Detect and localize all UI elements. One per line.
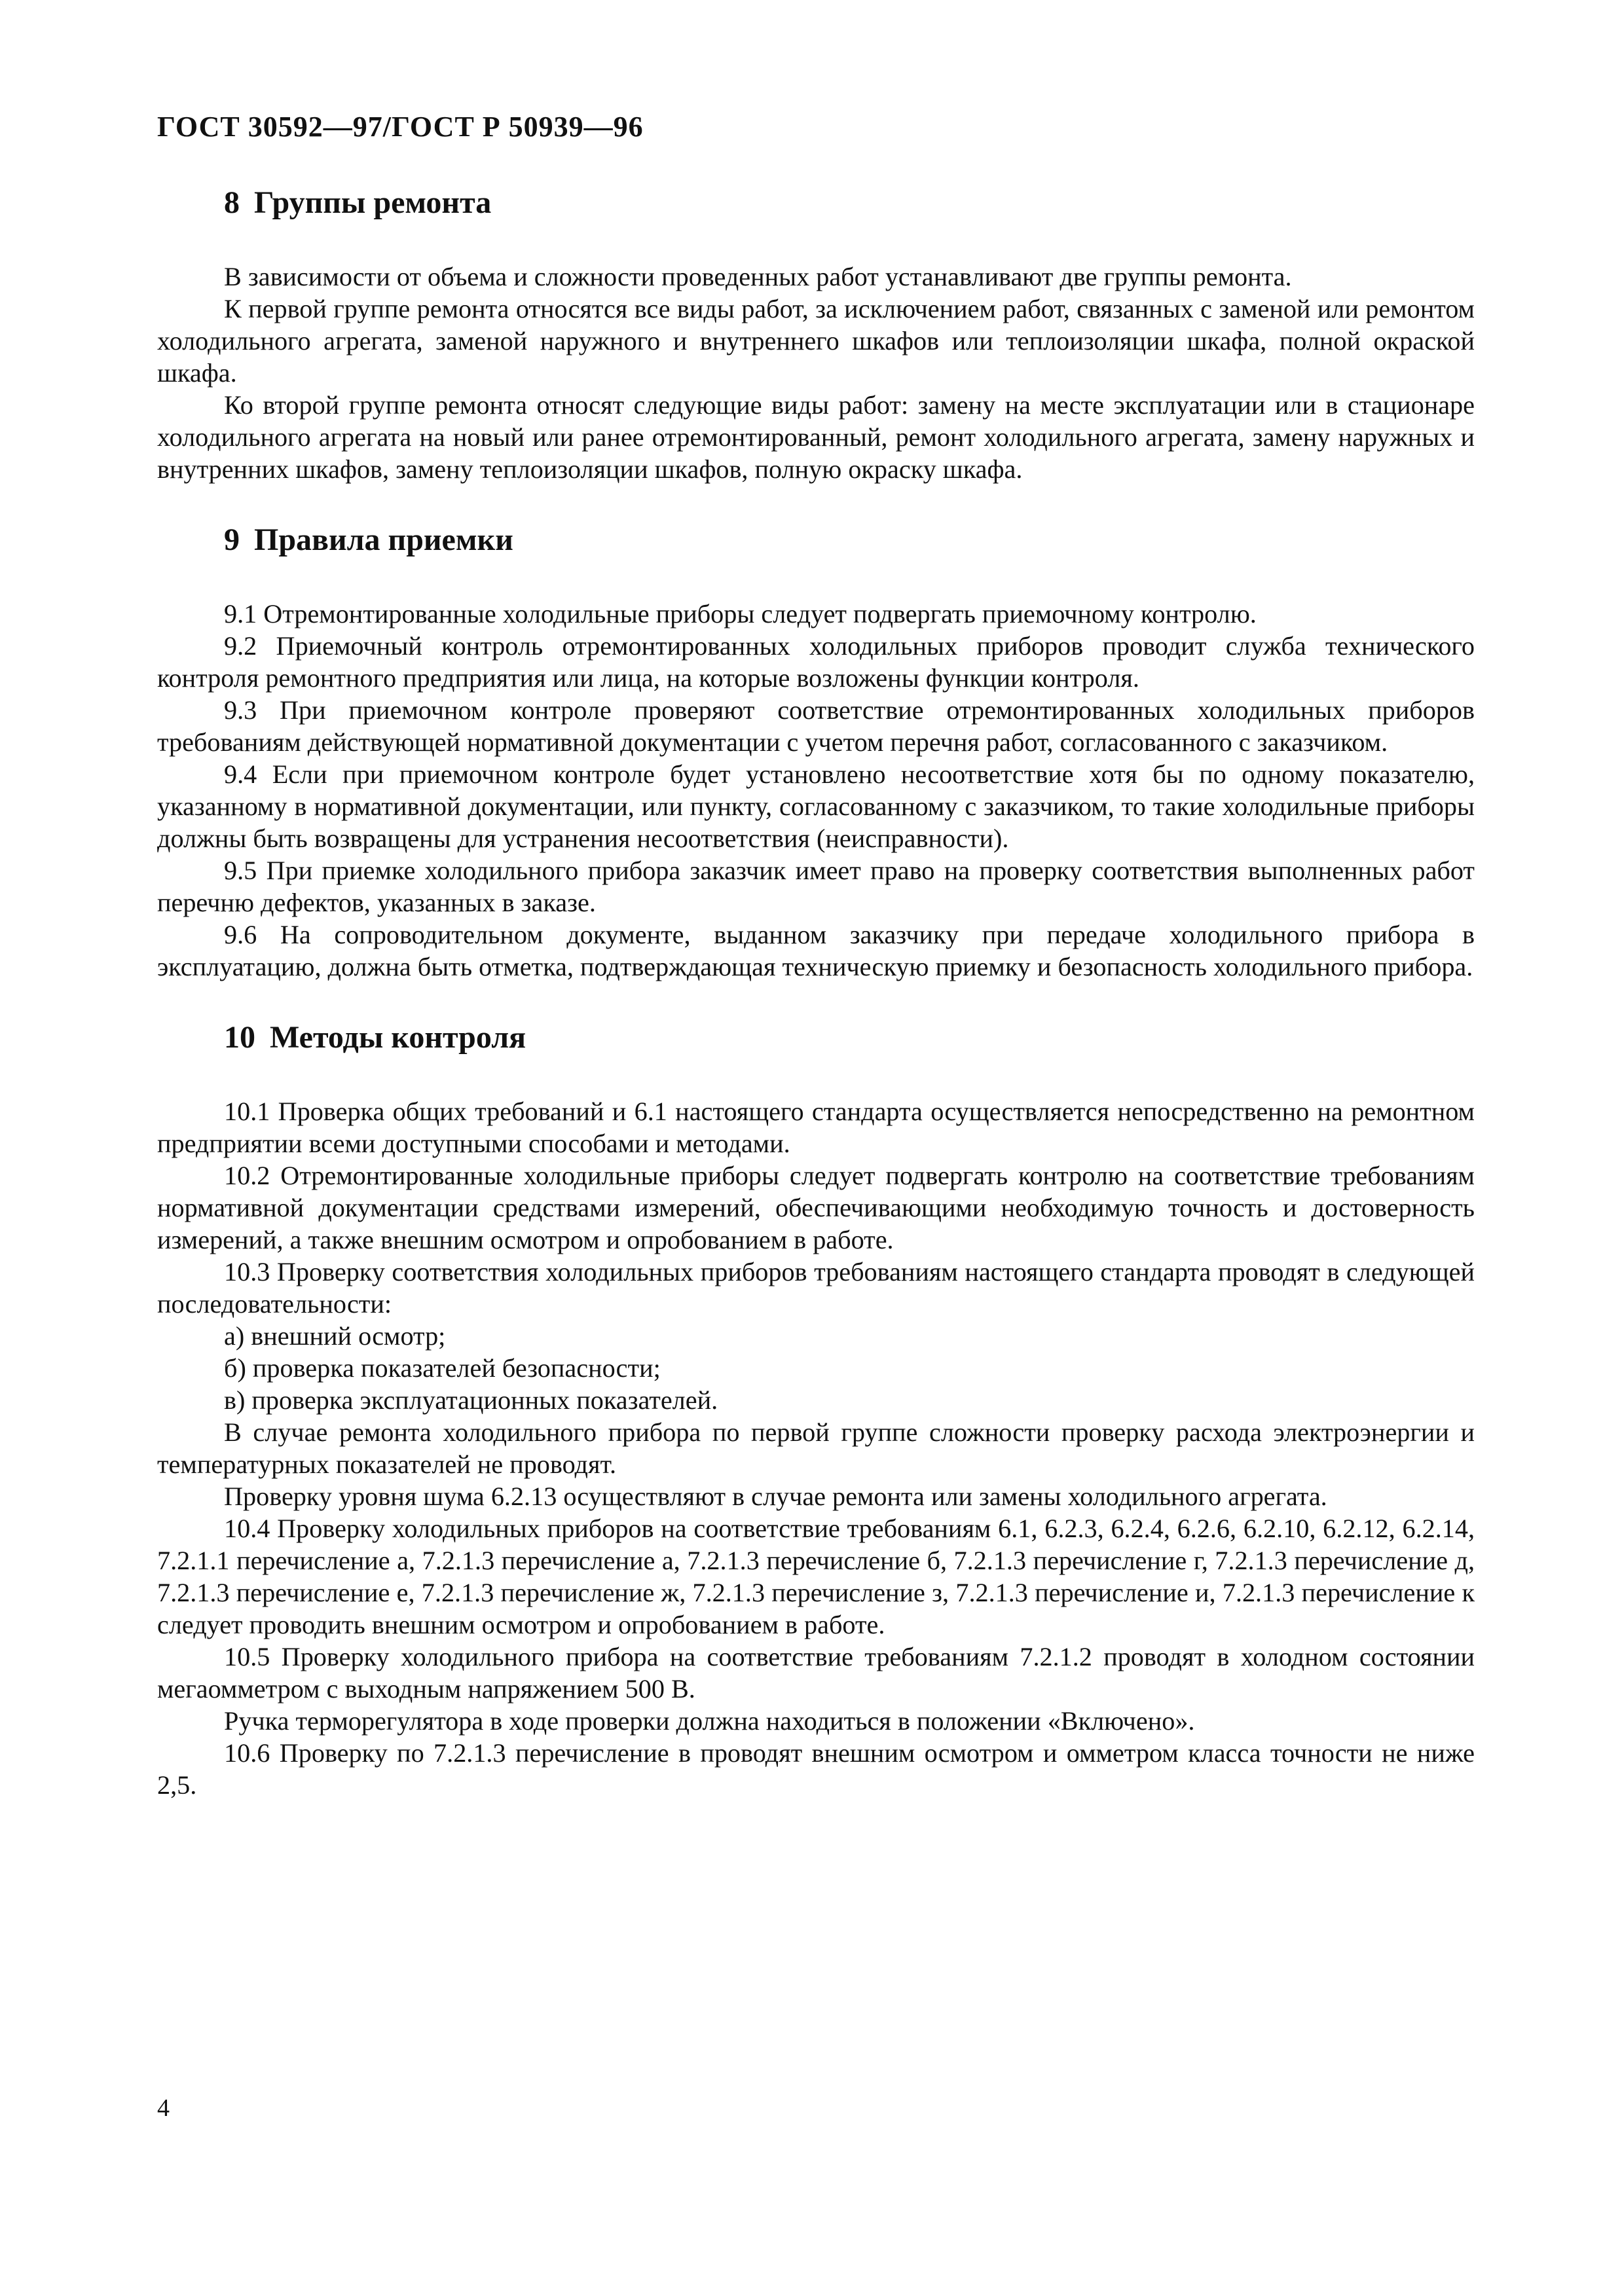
- clause-9-6: 9.6 На сопроводительном документе, выданном заказчику при передаче холодильного прибора в эксплуатацию, должна быть отметка, подтверждающая техническую приемку и безопасность холодильного прибора.: [157, 920, 1475, 981]
- paragraph: В зависимости от объема и сложности проведенных работ устанавливают две группы ремонта.: [224, 262, 1292, 291]
- clause-9-2: 9.2 Приемочный контроль отремонтированных холодильных приборов проводит служба технического контроля ремонтного предприятия или лица, на которые возложены функции контроля.: [157, 631, 1475, 693]
- paragraph: Проверку уровня шума 6.2.13 осуществляют в случае ремонта или замены холодильного агрегата.: [224, 1482, 1327, 1511]
- section-number: 8: [224, 185, 240, 220]
- clause-9-1: 9.1 Отремонтированные холодильные приборы следует подвергать приемочному контролю.: [224, 599, 1257, 629]
- document-body: [157, 183, 1475, 1836]
- paragraph: Ко второй группе ремонта относят следующие виды работ: замену на месте эксплуатации или в стационаре холодильного агрегата на новый или ранее отремонтированный, ремонт холодильного агрегата, замену наружных и внутренних шкафов, замену теплоизоляции шкафов, полную окраску шкафа.: [157, 390, 1475, 484]
- paragraph: К первой группе ремонта относятся все виды работ, за исключением работ, связанных с заменой или ремонтом холодильного агрегата, заменой наружного и внутреннего шкафов или теплоизоляции шкафа, полной окраской шкафа.: [157, 294, 1475, 388]
- clause-9-4: 9.4 Если при приемочном контроле будет установлено несоответствие хотя бы по одному показателю, указанному в нормативной документации, или пункту, согласованному с заказчиком, то такие холодильные приборы должны быть возвращены для устранения несоответствия (неиспрaвности).: [157, 759, 1475, 853]
- clause-10-5: 10.5 Проверку холодильного прибора на соответствие требованиям 7.2.1.2 проводят в холодном состоянии мегаомметром с выходным напряжением 500 В.: [157, 1642, 1475, 1704]
- clause-9-3: 9.3 При приемочном контроле проверяют соответствие отремонтированных холодильных приборов требованиям действующей нормативной документации с учетом перечня работ, согласованного с заказчиком.: [157, 695, 1475, 757]
- clause-10-2: 10.2 Отремонтированные холодильные приборы следует подвергать контролю на соответствие требованиям нормативной документации средствами измерений, обеспечивающими необходимую точность и достоверность измерений, а также внешним осмотром и опробованием в работе.: [157, 1161, 1475, 1254]
- section-number: 10: [224, 1020, 255, 1055]
- section-title-text: Правила приемки: [254, 522, 513, 557]
- section-title-text: Группы ремонта: [254, 185, 492, 220]
- list-item: в) проверка эксплуатационных показателей.: [224, 1385, 718, 1415]
- section-8: [157, 183, 1475, 485]
- section-heading: [157, 1018, 1475, 1057]
- clause-9-5: 9.5 При приемке холодильного прибора заказчик имеет право на проверку соответствия выполненных работ перечню дефектов, указанных в заказе.: [157, 856, 1475, 917]
- document-header: ГОСТ 30592—97/ГОСТ Р 50939—96: [157, 111, 644, 143]
- clause-10-4: 10.4 Проверку холодильных приборов на соответствие требованиям 6.1, 6.2.3, 6.2.4, 6.2.6, 6.2.10, 6.2.12, 6.2.14, 7.2.1.1 перечисление а, 7.2.1.3 перечисление а, 7.2.1.3 перечисление б, 7.2.1.3 перечисление г, 7.2.1.3 перечисление д, 7.2.1.3 перечисление е, 7.2.1.3 перечисление ж, 7.2.1.3 перечисление з, 7.2.1.3 перечисление и, 7.2.1.3 перечисление к следует проводить внешним осмотром и опробованием в работе.: [157, 1514, 1475, 1639]
- section-heading: [157, 183, 1475, 223]
- clause-10-6: 10.6 Проверку по 7.2.1.3 перечисление в проводят внешним осмотром и омметром класса точности не ниже 2,5.: [157, 1738, 1475, 1800]
- page-number: 4: [157, 2094, 170, 2122]
- clause-10-1: 10.1 Проверка общих требований и 6.1 настоящего стандарта осуществляется непосредственно на ремонтном предприятии всеми доступными способами и методами.: [157, 1097, 1475, 1158]
- section-heading: [157, 520, 1475, 560]
- list-item: б) проверка показателей безопасности;: [224, 1353, 661, 1383]
- section-number: 9: [224, 522, 240, 557]
- section-10: [157, 1018, 1475, 1801]
- paragraph: В случае ремонта холодильного прибора по первой группе сложности проверку расхода электроэнергии и температурных показателей не проводят.: [157, 1417, 1475, 1479]
- section-title-text: Методы контроля: [270, 1020, 526, 1055]
- section-9: [157, 520, 1475, 983]
- clause-10-3: 10.3 Проверку соответствия холодильных приборов требованиям настоящего стандарта проводят в следующей последовательности:: [157, 1257, 1475, 1319]
- paragraph: Ручка терморегулятора в ходе проверки должна находиться в положении «Включено».: [224, 1706, 1195, 1736]
- list-item: а) внешний осмотр;: [224, 1321, 446, 1351]
